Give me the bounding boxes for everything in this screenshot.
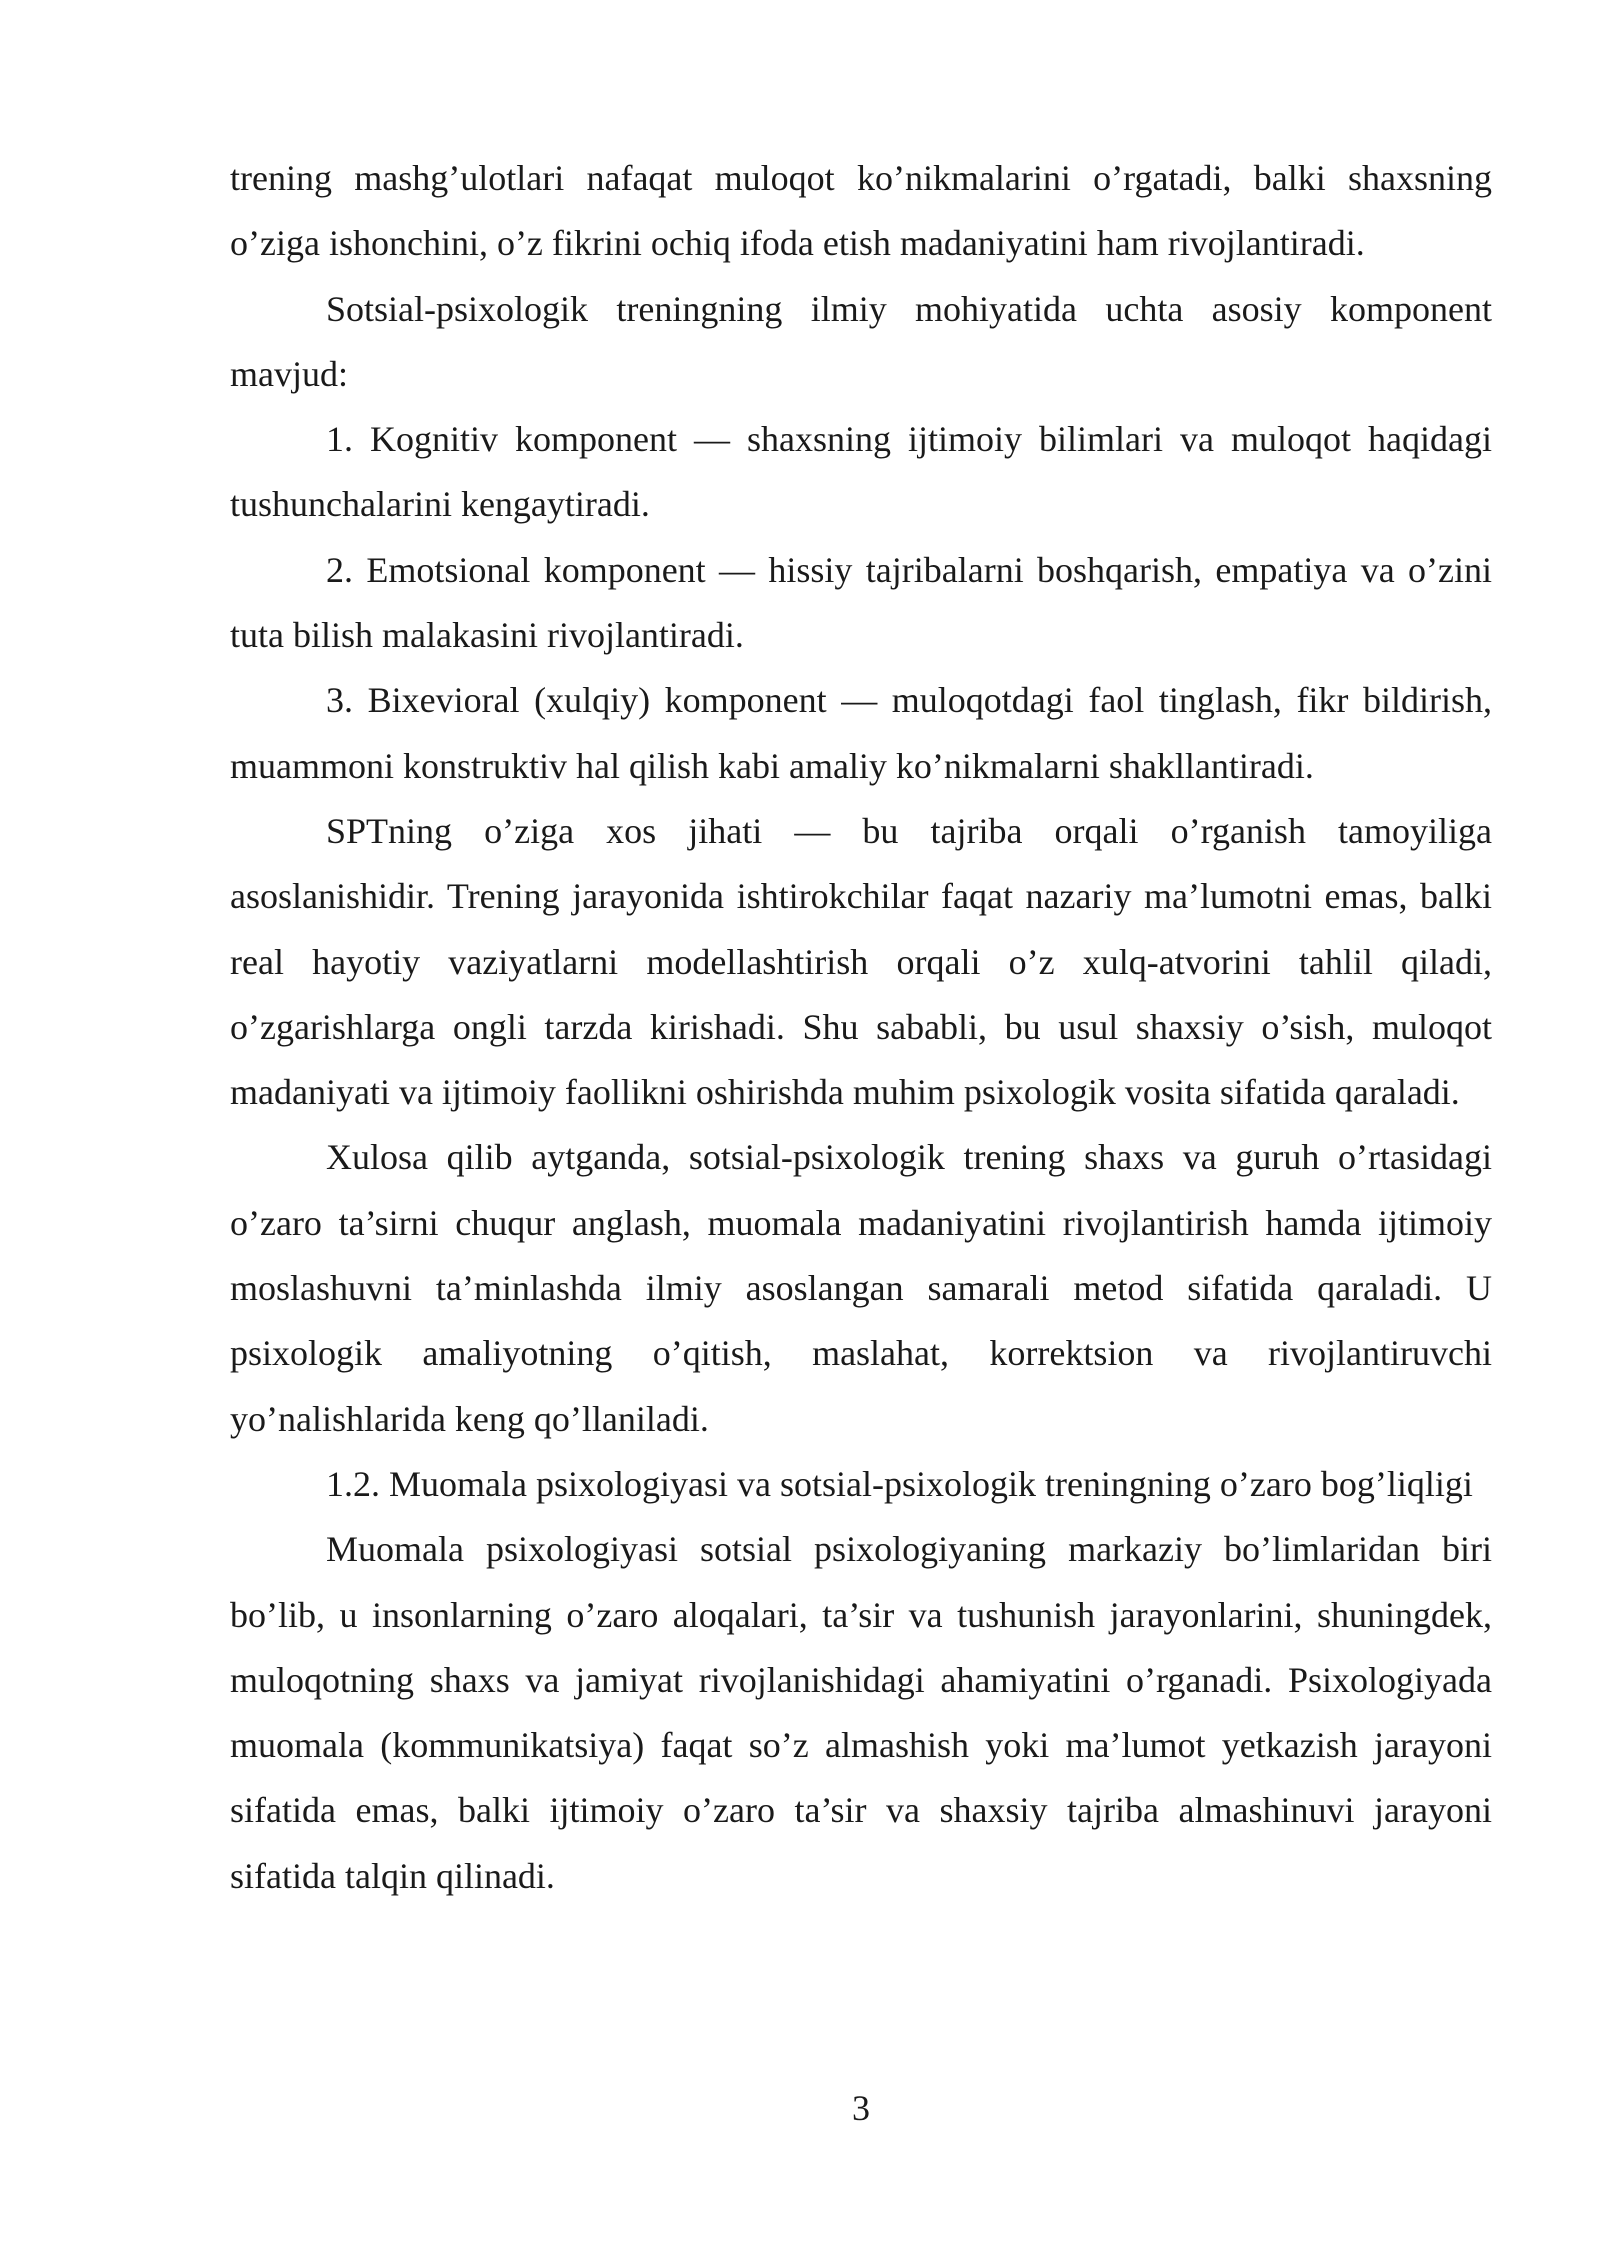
section-heading: 1.2. Muomala psixologiyasi va sotsial-psixologik treningning o’zaro bog’liqligi <box>326 1463 1473 1504</box>
list-item-cognitive: 1. Kognitiv komponent — shaxsning ijtimoiy bilimlari va muloqot haqidagi tushunchalarini kengaytiradi. <box>230 419 1492 525</box>
page-number: 3 <box>852 2088 870 2128</box>
list-item-emotional: 2. Emotsional komponent — hissiy tajribalarni boshqarish, empatiya va o’zini tuta bilish malakasini rivojlantiradi. <box>230 549 1492 656</box>
list-item-behavioral: 3. Bixevioral (xulqiy) komponent — muloqotdagi faol tinglash, fikr bildirish, muammoni konstruktiv hal qilish kabi amaliy ko’nikmalarni shakllantiradi. <box>230 680 1492 786</box>
paragraph-communication-psychology: Muomala psixologiyasi sotsial psixologiyaning markaziy bo’limlaridan biri bo’lib, u insonlarning o’zaro aloqalari, ta’sir va tushunish jarayonlarini, shuningdek, muloqotning shaxs va jamiyat rivojlanishidagi ahamiyatini o’rganadi. Psixologiyada muomala (kommunikatsiya) faqat so’z almashish yoki ma’lumot yetkazish jarayoni sifatida emas, balki ijtimoiy o’zaro ta’sir va shaxsiy tajriba almashinuvi jarayoni sifatida talqin qilinadi. <box>230 1529 1492 1896</box>
paragraph-components-intro: Sotsial-psixologik treningning ilmiy mohiyatida uchta asosiy komponent mavjud: <box>230 288 1492 394</box>
document-body <box>230 146 1492 1909</box>
paragraph-spt-features: SPTning o’ziga xos jihati — bu tajriba orqali o’rganish tamoyiliga asoslanishidir. Trening jarayonida ishtirokchilar faqat nazariy ma’lumotni emas, balki real hayotiy vaziyatlarni modellashtirish orqali o’z xulq-atvorini tahlil qiladi, o’zgarishlarga ongli tarzda kirishadi. Shu sababli, bu usul shaxsiy o’sish, muloqot madaniyati va ijtimoiy faollikni oshirishda muhim psixologik vosita sifatida qaraladi. <box>230 810 1492 1113</box>
paragraph-conclusion: Xulosa qilib aytganda, sotsial-psixologik trening shaxs va guruh o’rtasidagi o’zaro ta’sirni chuqur anglash, muomala madaniyatini rivojlantirish hamda ijtimoiy moslashuvni ta’minlashda ilmiy asoslangan samarali metod sifatida qaraladi. U psixologik amaliyotning o’qitish, maslahat, korrektsion va rivojlantiruvchi yo’nalishlarida keng qo’llaniladi. <box>230 1137 1492 1439</box>
paragraph-continuation: trening mashg’ulotlari nafaqat muloqot ko’nikmalarini o’rgatadi, balki shaxsning o’ziga ishonchini, o’z fikrini ochiq ifoda etish madaniyatini ham rivojlantiradi. <box>230 158 1492 264</box>
